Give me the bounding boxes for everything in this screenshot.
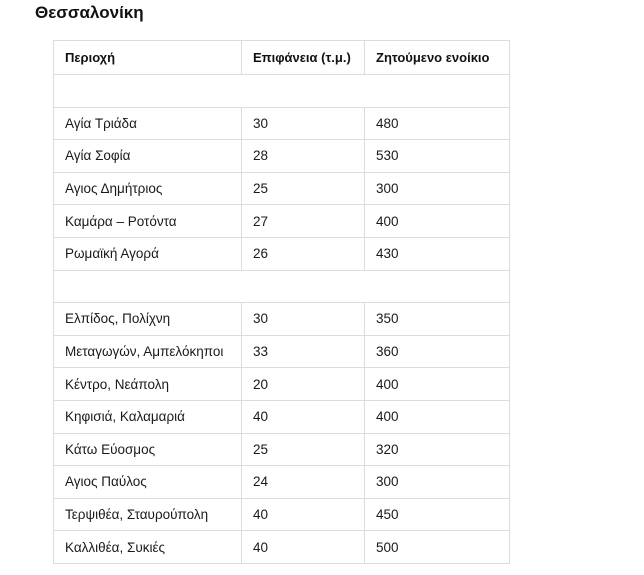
cell-area: Αγιος Δημήτριος	[54, 172, 242, 205]
cell-area: Ελπίδος, Πολίχνη	[54, 303, 242, 336]
cell-area: Κηφισιά, Καλαμαριά	[54, 400, 242, 433]
table-row	[54, 303, 510, 336]
header-surface: Επιφάνεια (τ.μ.)	[242, 41, 365, 75]
rent-table	[53, 40, 510, 564]
header-rent: Ζητούμενο ενοίκιο	[365, 41, 510, 75]
page-title: Θεσσαλονίκη	[35, 3, 144, 22]
cell-surface: 25	[242, 172, 365, 205]
cell-area: Κέντρο, Νεάπολη	[54, 368, 242, 401]
table-row	[54, 172, 510, 205]
table-row	[54, 400, 510, 433]
table-row	[54, 466, 510, 499]
table-row	[54, 140, 510, 173]
cell-rent: 400	[365, 205, 510, 238]
spacer-row	[54, 75, 510, 108]
cell-surface: 40	[242, 400, 365, 433]
header-area: Περιοχή	[54, 41, 242, 75]
table-row	[54, 335, 510, 368]
spacer-cell	[54, 270, 510, 303]
cell-rent: 450	[365, 498, 510, 531]
cell-surface: 40	[242, 498, 365, 531]
table-row	[54, 433, 510, 466]
cell-area: Ρωμαϊκή Αγορά	[54, 237, 242, 270]
cell-rent: 530	[365, 140, 510, 173]
cell-area: Μεταγωγών, Αμπελόκηποι	[54, 335, 242, 368]
cell-rent: 400	[365, 368, 510, 401]
table-row	[54, 531, 510, 564]
cell-rent: 360	[365, 335, 510, 368]
table-row	[54, 237, 510, 270]
cell-surface: 30	[242, 107, 365, 140]
cell-area: Αγιος Παύλος	[54, 466, 242, 499]
cell-rent: 400	[365, 400, 510, 433]
cell-area: Αγία Τριάδα	[54, 107, 242, 140]
cell-surface: 26	[242, 237, 365, 270]
cell-rent: 480	[365, 107, 510, 140]
cell-surface: 24	[242, 466, 365, 499]
cell-area: Καλλιθέα, Συκιές	[54, 531, 242, 564]
table-row	[54, 368, 510, 401]
cell-area: Καμάρα – Ροτόντα	[54, 205, 242, 238]
table-row	[54, 498, 510, 531]
cell-rent: 320	[365, 433, 510, 466]
cell-surface: 40	[242, 531, 365, 564]
spacer-row	[54, 270, 510, 303]
spacer-cell	[54, 75, 510, 108]
cell-rent: 500	[365, 531, 510, 564]
cell-surface: 28	[242, 140, 365, 173]
cell-rent: 350	[365, 303, 510, 336]
cell-surface: 33	[242, 335, 365, 368]
cell-area: Τερψιθέα, Σταυρούπολη	[54, 498, 242, 531]
cell-rent: 430	[365, 237, 510, 270]
cell-surface: 20	[242, 368, 365, 401]
cell-area: Κάτω Εύοσμος	[54, 433, 242, 466]
cell-surface: 27	[242, 205, 365, 238]
table-header-row	[54, 41, 510, 75]
table-row	[54, 107, 510, 140]
cell-area: Αγία Σοφία	[54, 140, 242, 173]
table-row	[54, 205, 510, 238]
cell-surface: 30	[242, 303, 365, 336]
cell-rent: 300	[365, 466, 510, 499]
cell-surface: 25	[242, 433, 365, 466]
cell-rent: 300	[365, 172, 510, 205]
